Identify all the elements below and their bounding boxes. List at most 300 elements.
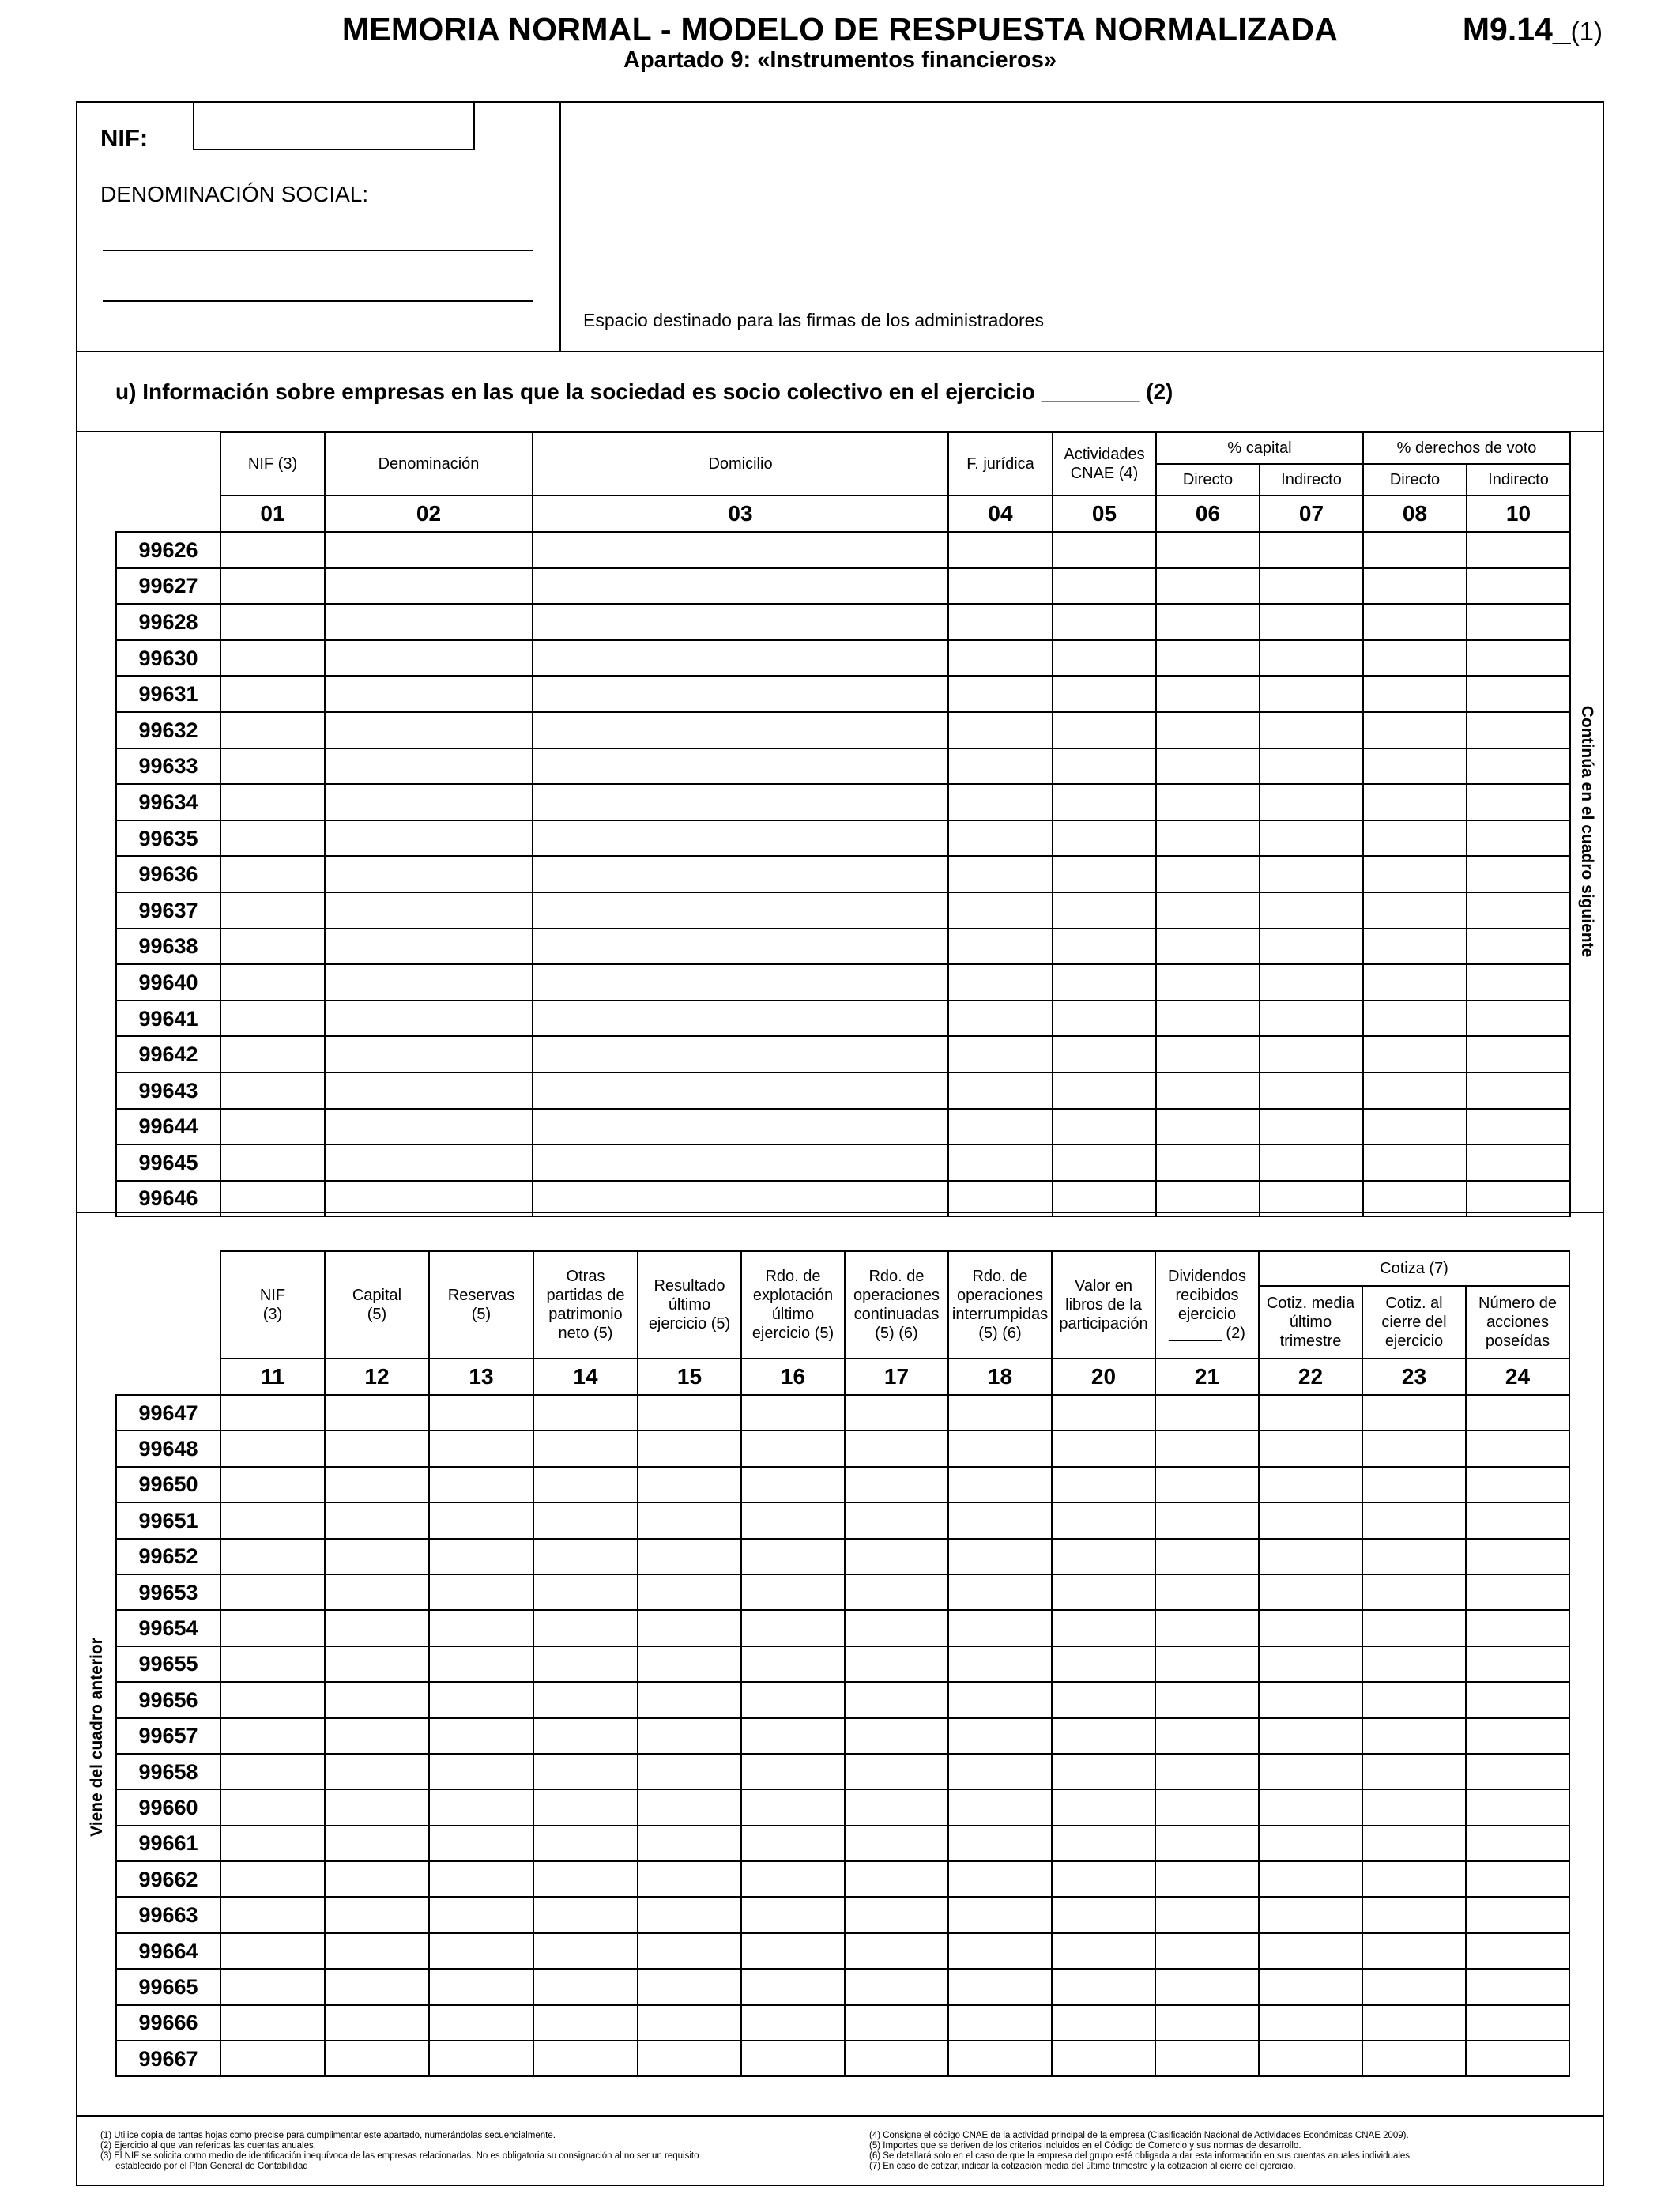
input-cell[interactable] (1362, 1395, 1466, 1431)
input-cell[interactable] (1053, 676, 1156, 712)
input-cell[interactable] (1467, 820, 1570, 857)
input-cell[interactable] (741, 1395, 845, 1431)
input-cell[interactable] (1053, 856, 1156, 892)
input-cell[interactable] (741, 1539, 845, 1574)
input-cell[interactable] (1156, 532, 1260, 568)
input-cell[interactable] (1052, 1395, 1155, 1431)
input-cell[interactable] (533, 1395, 638, 1431)
input-cell[interactable] (1156, 1144, 1260, 1181)
input-cell[interactable] (429, 1467, 533, 1502)
input-cell[interactable] (429, 1826, 533, 1861)
input-cell[interactable] (429, 1789, 533, 1825)
input-cell[interactable] (948, 532, 1053, 568)
input-cell[interactable] (325, 1969, 429, 2004)
input-cell[interactable] (1053, 1109, 1156, 1145)
input-cell[interactable] (1363, 1109, 1467, 1145)
input-cell[interactable] (845, 1646, 948, 1682)
input-cell[interactable] (1362, 1646, 1466, 1682)
input-cell[interactable] (741, 1610, 845, 1646)
input-cell[interactable] (325, 820, 533, 857)
input-cell[interactable] (220, 1897, 325, 1932)
input-cell[interactable] (1155, 2005, 1259, 2041)
input-cell[interactable] (220, 1036, 325, 1072)
input-cell[interactable] (1362, 1933, 1466, 1969)
input-cell[interactable] (1363, 964, 1467, 1001)
input-cell[interactable] (1260, 964, 1363, 1001)
input-cell[interactable] (220, 1109, 325, 1145)
input-cell[interactable] (948, 1933, 1052, 1969)
input-cell[interactable] (1467, 1109, 1570, 1145)
input-cell[interactable] (533, 1574, 638, 1610)
input-cell[interactable] (1053, 1072, 1156, 1109)
input-cell[interactable] (948, 1502, 1052, 1538)
input-cell[interactable] (1052, 1431, 1155, 1466)
input-cell[interactable] (1259, 1969, 1362, 2004)
input-cell[interactable] (1155, 1826, 1259, 1861)
input-cell[interactable] (429, 1861, 533, 1897)
input-cell[interactable] (1362, 1539, 1466, 1574)
input-cell[interactable] (1466, 1718, 1569, 1754)
input-cell[interactable] (845, 1897, 948, 1932)
input-cell[interactable] (948, 748, 1053, 785)
input-cell[interactable] (1362, 1754, 1466, 1789)
input-cell[interactable] (1259, 1610, 1362, 1646)
input-cell[interactable] (1363, 892, 1467, 929)
input-cell[interactable] (220, 2005, 325, 2041)
input-cell[interactable] (741, 1682, 845, 1717)
input-cell[interactable] (845, 2041, 948, 2076)
input-cell[interactable] (533, 1072, 948, 1109)
input-cell[interactable] (533, 1789, 638, 1825)
input-cell[interactable] (325, 1395, 429, 1431)
input-cell[interactable] (1466, 1610, 1569, 1646)
input-cell[interactable] (533, 1109, 948, 1145)
input-cell[interactable] (1467, 532, 1570, 568)
input-cell[interactable] (845, 1610, 948, 1646)
input-cell[interactable] (1260, 712, 1363, 748)
input-cell[interactable] (1155, 1933, 1259, 1969)
input-cell[interactable] (533, 892, 948, 929)
input-cell[interactable] (533, 532, 948, 568)
input-cell[interactable] (741, 1574, 845, 1610)
input-cell[interactable] (845, 1539, 948, 1574)
input-cell[interactable] (638, 1897, 741, 1932)
input-cell[interactable] (741, 2005, 845, 2041)
input-cell[interactable] (220, 604, 325, 640)
input-cell[interactable] (948, 1144, 1053, 1181)
input-cell[interactable] (1260, 892, 1363, 929)
input-cell[interactable] (533, 676, 948, 712)
input-cell[interactable] (220, 1144, 325, 1181)
input-cell[interactable] (533, 1502, 638, 1538)
input-cell[interactable] (220, 1610, 325, 1646)
input-cell[interactable] (741, 1718, 845, 1754)
input-cell[interactable] (1259, 1933, 1362, 1969)
input-cell[interactable] (325, 1610, 429, 1646)
input-cell[interactable] (325, 1431, 429, 1466)
input-cell[interactable] (1363, 784, 1467, 820)
input-cell[interactable] (1466, 1395, 1569, 1431)
input-cell[interactable] (638, 1574, 741, 1610)
input-cell[interactable] (1363, 1036, 1467, 1072)
input-cell[interactable] (533, 1646, 638, 1682)
input-cell[interactable] (1259, 1539, 1362, 1574)
input-cell[interactable] (1156, 820, 1260, 857)
input-cell[interactable] (1362, 1682, 1466, 1717)
input-cell[interactable] (1155, 1646, 1259, 1682)
input-cell[interactable] (638, 1431, 741, 1466)
input-cell[interactable] (220, 1072, 325, 1109)
input-cell[interactable] (1259, 1574, 1362, 1610)
input-cell[interactable] (1259, 1789, 1362, 1825)
input-cell[interactable] (948, 1001, 1053, 1037)
input-cell[interactable] (533, 1144, 948, 1181)
input-cell[interactable] (1467, 964, 1570, 1001)
input-cell[interactable] (1363, 568, 1467, 605)
input-cell[interactable] (429, 1431, 533, 1466)
input-cell[interactable] (1467, 748, 1570, 785)
input-cell[interactable] (533, 1718, 638, 1754)
input-cell[interactable] (948, 676, 1053, 712)
input-cell[interactable] (1260, 1001, 1363, 1037)
input-cell[interactable] (1362, 1431, 1466, 1466)
input-cell[interactable] (533, 1682, 638, 1717)
input-cell[interactable] (533, 604, 948, 640)
input-cell[interactable] (1467, 1001, 1570, 1037)
input-cell[interactable] (948, 892, 1053, 929)
input-cell[interactable] (220, 929, 325, 965)
nif-field[interactable] (193, 101, 475, 150)
input-cell[interactable] (638, 1933, 741, 1969)
input-cell[interactable] (1362, 1897, 1466, 1932)
input-cell[interactable] (948, 1682, 1052, 1717)
denominacion-line-1[interactable] (103, 250, 533, 251)
input-cell[interactable] (1156, 712, 1260, 748)
input-cell[interactable] (429, 1574, 533, 1610)
input-cell[interactable] (1155, 1610, 1259, 1646)
input-cell[interactable] (429, 2005, 533, 2041)
input-cell[interactable] (325, 964, 533, 1001)
input-cell[interactable] (1362, 2005, 1466, 2041)
input-cell[interactable] (1155, 1395, 1259, 1431)
input-cell[interactable] (1362, 1718, 1466, 1754)
input-cell[interactable] (948, 568, 1053, 605)
input-cell[interactable] (948, 640, 1053, 677)
input-cell[interactable] (948, 1646, 1052, 1682)
input-cell[interactable] (638, 1969, 741, 2004)
input-cell[interactable] (325, 712, 533, 748)
input-cell[interactable] (1466, 2005, 1569, 2041)
input-cell[interactable] (741, 1933, 845, 1969)
input-cell[interactable] (1467, 568, 1570, 605)
input-cell[interactable] (533, 568, 948, 605)
input-cell[interactable] (1260, 568, 1363, 605)
input-cell[interactable] (1052, 1718, 1155, 1754)
input-cell[interactable] (1467, 1072, 1570, 1109)
input-cell[interactable] (325, 1109, 533, 1145)
input-cell[interactable] (948, 1109, 1053, 1145)
input-cell[interactable] (1362, 1502, 1466, 1538)
input-cell[interactable] (1260, 929, 1363, 965)
input-cell[interactable] (1362, 1789, 1466, 1825)
input-cell[interactable] (948, 1897, 1052, 1932)
input-cell[interactable] (533, 1969, 638, 2004)
input-cell[interactable] (1053, 784, 1156, 820)
input-cell[interactable] (220, 964, 325, 1001)
input-cell[interactable] (325, 1072, 533, 1109)
input-cell[interactable] (638, 2005, 741, 2041)
input-cell[interactable] (325, 676, 533, 712)
input-cell[interactable] (741, 1826, 845, 1861)
input-cell[interactable] (1362, 2041, 1466, 2076)
input-cell[interactable] (1155, 1574, 1259, 1610)
input-cell[interactable] (1052, 2005, 1155, 2041)
input-cell[interactable] (1362, 1574, 1466, 1610)
input-cell[interactable] (220, 856, 325, 892)
input-cell[interactable] (1053, 568, 1156, 605)
input-cell[interactable] (325, 1826, 429, 1861)
input-cell[interactable] (429, 1682, 533, 1717)
input-cell[interactable] (1156, 1072, 1260, 1109)
input-cell[interactable] (533, 640, 948, 677)
input-cell[interactable] (1362, 1969, 1466, 2004)
input-cell[interactable] (429, 1933, 533, 1969)
input-cell[interactable] (220, 748, 325, 785)
input-cell[interactable] (845, 1502, 948, 1538)
input-cell[interactable] (1260, 1144, 1363, 1181)
input-cell[interactable] (948, 1539, 1052, 1574)
input-cell[interactable] (429, 1395, 533, 1431)
input-cell[interactable] (948, 964, 1053, 1001)
input-cell[interactable] (1052, 1933, 1155, 1969)
input-cell[interactable] (1155, 1539, 1259, 1574)
input-cell[interactable] (1259, 1395, 1362, 1431)
input-cell[interactable] (948, 1395, 1052, 1431)
input-cell[interactable] (1155, 1502, 1259, 1538)
input-cell[interactable] (1053, 964, 1156, 1001)
input-cell[interactable] (429, 1502, 533, 1538)
input-cell[interactable] (1156, 856, 1260, 892)
input-cell[interactable] (325, 1789, 429, 1825)
input-cell[interactable] (1053, 1036, 1156, 1072)
input-cell[interactable] (1260, 1036, 1363, 1072)
input-cell[interactable] (845, 1789, 948, 1825)
input-cell[interactable] (220, 1574, 325, 1610)
input-cell[interactable] (1363, 1001, 1467, 1037)
input-cell[interactable] (533, 1539, 638, 1574)
input-cell[interactable] (845, 1718, 948, 1754)
input-cell[interactable] (1259, 1826, 1362, 1861)
input-cell[interactable] (1466, 1682, 1569, 1717)
input-cell[interactable] (533, 1754, 638, 1789)
input-cell[interactable] (948, 1826, 1052, 1861)
input-cell[interactable] (1052, 1754, 1155, 1789)
input-cell[interactable] (533, 1001, 948, 1037)
input-cell[interactable] (1466, 1539, 1569, 1574)
input-cell[interactable] (1260, 856, 1363, 892)
input-cell[interactable] (948, 1431, 1052, 1466)
input-cell[interactable] (1467, 712, 1570, 748)
input-cell[interactable] (325, 604, 533, 640)
input-cell[interactable] (1362, 1826, 1466, 1861)
input-cell[interactable] (1363, 640, 1467, 677)
input-cell[interactable] (533, 748, 948, 785)
input-cell[interactable] (325, 2041, 429, 2076)
input-cell[interactable] (1363, 1144, 1467, 1181)
input-cell[interactable] (1052, 1969, 1155, 2004)
input-cell[interactable] (638, 1718, 741, 1754)
input-cell[interactable] (1260, 532, 1363, 568)
input-cell[interactable] (533, 1826, 638, 1861)
input-cell[interactable] (1363, 604, 1467, 640)
input-cell[interactable] (1260, 820, 1363, 857)
input-cell[interactable] (948, 1072, 1053, 1109)
input-cell[interactable] (638, 1861, 741, 1897)
input-cell[interactable] (845, 1754, 948, 1789)
input-cell[interactable] (1259, 1502, 1362, 1538)
input-cell[interactable] (1259, 1897, 1362, 1932)
input-cell[interactable] (948, 1610, 1052, 1646)
input-cell[interactable] (1363, 929, 1467, 965)
input-cell[interactable] (741, 1502, 845, 1538)
input-cell[interactable] (1052, 1826, 1155, 1861)
input-cell[interactable] (1260, 1072, 1363, 1109)
input-cell[interactable] (845, 2005, 948, 2041)
input-cell[interactable] (533, 964, 948, 1001)
input-cell[interactable] (220, 532, 325, 568)
input-cell[interactable] (1156, 929, 1260, 965)
input-cell[interactable] (948, 1036, 1053, 1072)
input-cell[interactable] (1467, 892, 1570, 929)
input-cell[interactable] (948, 1861, 1052, 1897)
input-cell[interactable] (1259, 1861, 1362, 1897)
input-cell[interactable] (845, 1431, 948, 1466)
input-cell[interactable] (1156, 964, 1260, 1001)
input-cell[interactable] (948, 1969, 1052, 2004)
input-cell[interactable] (533, 1610, 638, 1646)
input-cell[interactable] (325, 892, 533, 929)
input-cell[interactable] (325, 784, 533, 820)
input-cell[interactable] (1052, 2041, 1155, 2076)
input-cell[interactable] (1053, 892, 1156, 929)
input-cell[interactable] (533, 1933, 638, 1969)
input-cell[interactable] (429, 1646, 533, 1682)
input-cell[interactable] (325, 568, 533, 605)
input-cell[interactable] (429, 1754, 533, 1789)
input-cell[interactable] (1467, 1036, 1570, 1072)
input-cell[interactable] (533, 856, 948, 892)
input-cell[interactable] (325, 1001, 533, 1037)
input-cell[interactable] (220, 1789, 325, 1825)
input-cell[interactable] (533, 820, 948, 857)
input-cell[interactable] (741, 1754, 845, 1789)
input-cell[interactable] (638, 2041, 741, 2076)
input-cell[interactable] (220, 1646, 325, 1682)
input-cell[interactable] (325, 929, 533, 965)
input-cell[interactable] (1467, 929, 1570, 965)
input-cell[interactable] (1156, 892, 1260, 929)
input-cell[interactable] (1466, 1754, 1569, 1789)
input-cell[interactable] (325, 1144, 533, 1181)
input-cell[interactable] (1259, 2041, 1362, 2076)
input-cell[interactable] (220, 1826, 325, 1861)
input-cell[interactable] (1052, 1646, 1155, 1682)
input-cell[interactable] (1466, 1897, 1569, 1932)
input-cell[interactable] (325, 1574, 429, 1610)
input-cell[interactable] (948, 929, 1053, 965)
input-cell[interactable] (325, 1646, 429, 1682)
input-cell[interactable] (325, 1933, 429, 1969)
input-cell[interactable] (1155, 1969, 1259, 2004)
input-cell[interactable] (1155, 1789, 1259, 1825)
input-cell[interactable] (1363, 820, 1467, 857)
input-cell[interactable] (1259, 1431, 1362, 1466)
input-cell[interactable] (1052, 1610, 1155, 1646)
input-cell[interactable] (1466, 2041, 1569, 2076)
input-cell[interactable] (741, 1467, 845, 1502)
input-cell[interactable] (845, 1467, 948, 1502)
input-cell[interactable] (741, 1646, 845, 1682)
input-cell[interactable] (220, 1539, 325, 1574)
input-cell[interactable] (1467, 856, 1570, 892)
input-cell[interactable] (220, 892, 325, 929)
input-cell[interactable] (1362, 1610, 1466, 1646)
input-cell[interactable] (220, 1395, 325, 1431)
input-cell[interactable] (1467, 1144, 1570, 1181)
input-cell[interactable] (741, 1969, 845, 2004)
input-cell[interactable] (429, 1897, 533, 1932)
input-cell[interactable] (220, 784, 325, 820)
input-cell[interactable] (1053, 820, 1156, 857)
input-cell[interactable] (1053, 604, 1156, 640)
input-cell[interactable] (1156, 748, 1260, 785)
input-cell[interactable] (1466, 1646, 1569, 1682)
input-cell[interactable] (325, 1754, 429, 1789)
input-cell[interactable] (741, 1897, 845, 1932)
input-cell[interactable] (220, 676, 325, 712)
input-cell[interactable] (845, 1861, 948, 1897)
input-cell[interactable] (845, 1682, 948, 1717)
input-cell[interactable] (1466, 1789, 1569, 1825)
input-cell[interactable] (1260, 1109, 1363, 1145)
input-cell[interactable] (1363, 856, 1467, 892)
input-cell[interactable] (1156, 1001, 1260, 1037)
input-cell[interactable] (325, 1036, 533, 1072)
input-cell[interactable] (948, 1467, 1052, 1502)
input-cell[interactable] (429, 1610, 533, 1646)
input-cell[interactable] (1053, 1144, 1156, 1181)
input-cell[interactable] (220, 1431, 325, 1466)
input-cell[interactable] (325, 1502, 429, 1538)
input-cell[interactable] (533, 784, 948, 820)
input-cell[interactable] (1156, 784, 1260, 820)
input-cell[interactable] (220, 1969, 325, 2004)
input-cell[interactable] (948, 820, 1053, 857)
input-cell[interactable] (1363, 748, 1467, 785)
input-cell[interactable] (325, 640, 533, 677)
input-cell[interactable] (1363, 676, 1467, 712)
input-cell[interactable] (1466, 1574, 1569, 1610)
input-cell[interactable] (948, 2041, 1052, 2076)
input-cell[interactable] (1260, 640, 1363, 677)
input-cell[interactable] (1260, 604, 1363, 640)
input-cell[interactable] (220, 712, 325, 748)
denominacion-line-2[interactable] (103, 300, 533, 302)
input-cell[interactable] (1053, 640, 1156, 677)
input-cell[interactable] (1053, 1001, 1156, 1037)
input-cell[interactable] (1156, 1036, 1260, 1072)
input-cell[interactable] (1052, 1861, 1155, 1897)
